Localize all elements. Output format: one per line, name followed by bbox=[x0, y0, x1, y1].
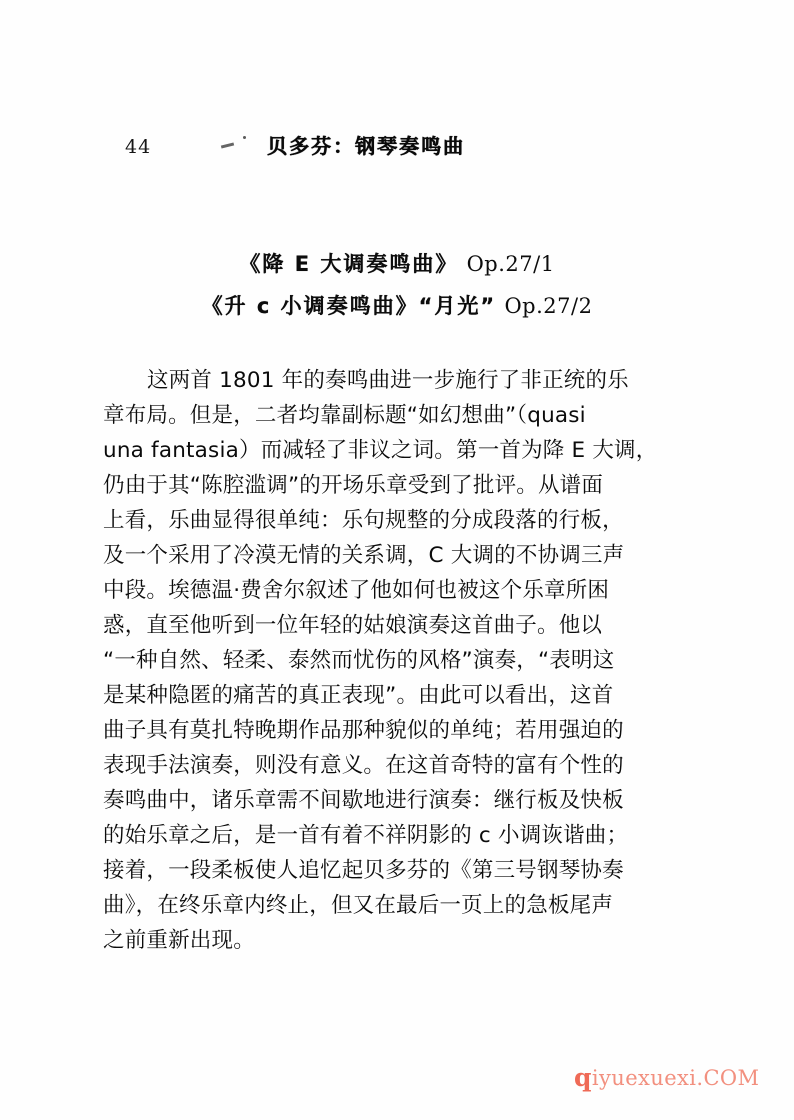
body-line: 这两首 1801 年的奏鸣曲进一步施行了非正统的乐 bbox=[147, 368, 629, 393]
work-title-block bbox=[0, 243, 794, 327]
watermark-text: iyuexuexi.COM bbox=[591, 1066, 760, 1090]
body-line: 曲》，在终乐章内终止，但又在最后一页上的急板尾声 bbox=[103, 893, 614, 918]
body-line: 仍由于其“陈腔滥调”的开场乐章受到了批评。从谱面 bbox=[103, 473, 604, 498]
work-title-1-chinese: 《降 E 大调奏鸣曲》 bbox=[239, 252, 459, 276]
body-line: 接着，一段柔板使人追忆起贝多芬的《第三号钢琴协奏 bbox=[103, 858, 624, 883]
body-line: 中段。埃德温·费舍尔叙述了他如何也被这个乐章所困 bbox=[103, 578, 610, 603]
work-title-line-2 bbox=[0, 285, 794, 327]
running-head bbox=[125, 130, 685, 160]
work-title-line-1 bbox=[0, 243, 794, 285]
work-title-2-opus: Op.27/2 bbox=[504, 294, 593, 318]
body-line: 之前重新出现。 bbox=[103, 928, 255, 953]
site-watermark bbox=[574, 1063, 759, 1092]
work-title-2-chinese: 《升 c 小调奏鸣曲》“月光” bbox=[201, 294, 497, 318]
body-line: 的始乐章之后，是一首有着不祥阴影的 c 小调诙谐曲； bbox=[103, 823, 629, 848]
body-line: “一种自然、轻柔、泰然而忧伤的风格”演奏，“表明这 bbox=[103, 648, 615, 673]
body-paragraph bbox=[103, 363, 695, 958]
body-line: 表现手法演奏，则没有意义。在这首奇特的富有个性的 bbox=[103, 753, 624, 778]
body-line: 上看，乐曲显得很单纯：乐句规整的分成段落的行板， bbox=[103, 508, 624, 533]
body-line: 惑，直至他听到一位年轻的姑娘演奏这首曲子。他以 bbox=[103, 613, 603, 638]
body-line: 曲子具有莫扎特晚期作品那种貌似的单纯；若用强迫的 bbox=[103, 718, 624, 743]
scan-smudge-artifact bbox=[217, 135, 267, 153]
running-head-title: 贝多芬：钢琴奏鸣曲 bbox=[267, 134, 465, 158]
work-title-1-opus: Op.27/1 bbox=[466, 252, 555, 276]
watermark-initial: q bbox=[574, 1063, 592, 1092]
body-line: 奏鸣曲中，诸乐章需不间歇地进行演奏：继行板及快板 bbox=[103, 788, 624, 813]
body-line: 及一个采用了冷漠无情的关系调，C 大调的不协调三声 bbox=[103, 543, 625, 568]
body-line: 章布局。但是，二者均靠副标题“如幻想曲”（quasi bbox=[103, 403, 586, 428]
page-number: 44 bbox=[125, 136, 152, 158]
body-line: 是某种隐匿的痛苦的真正表现”。由此可以看出，这首 bbox=[103, 683, 614, 708]
body-line: una fantasia）而减轻了非议之词。第一首为降 E 大调， bbox=[103, 438, 658, 463]
